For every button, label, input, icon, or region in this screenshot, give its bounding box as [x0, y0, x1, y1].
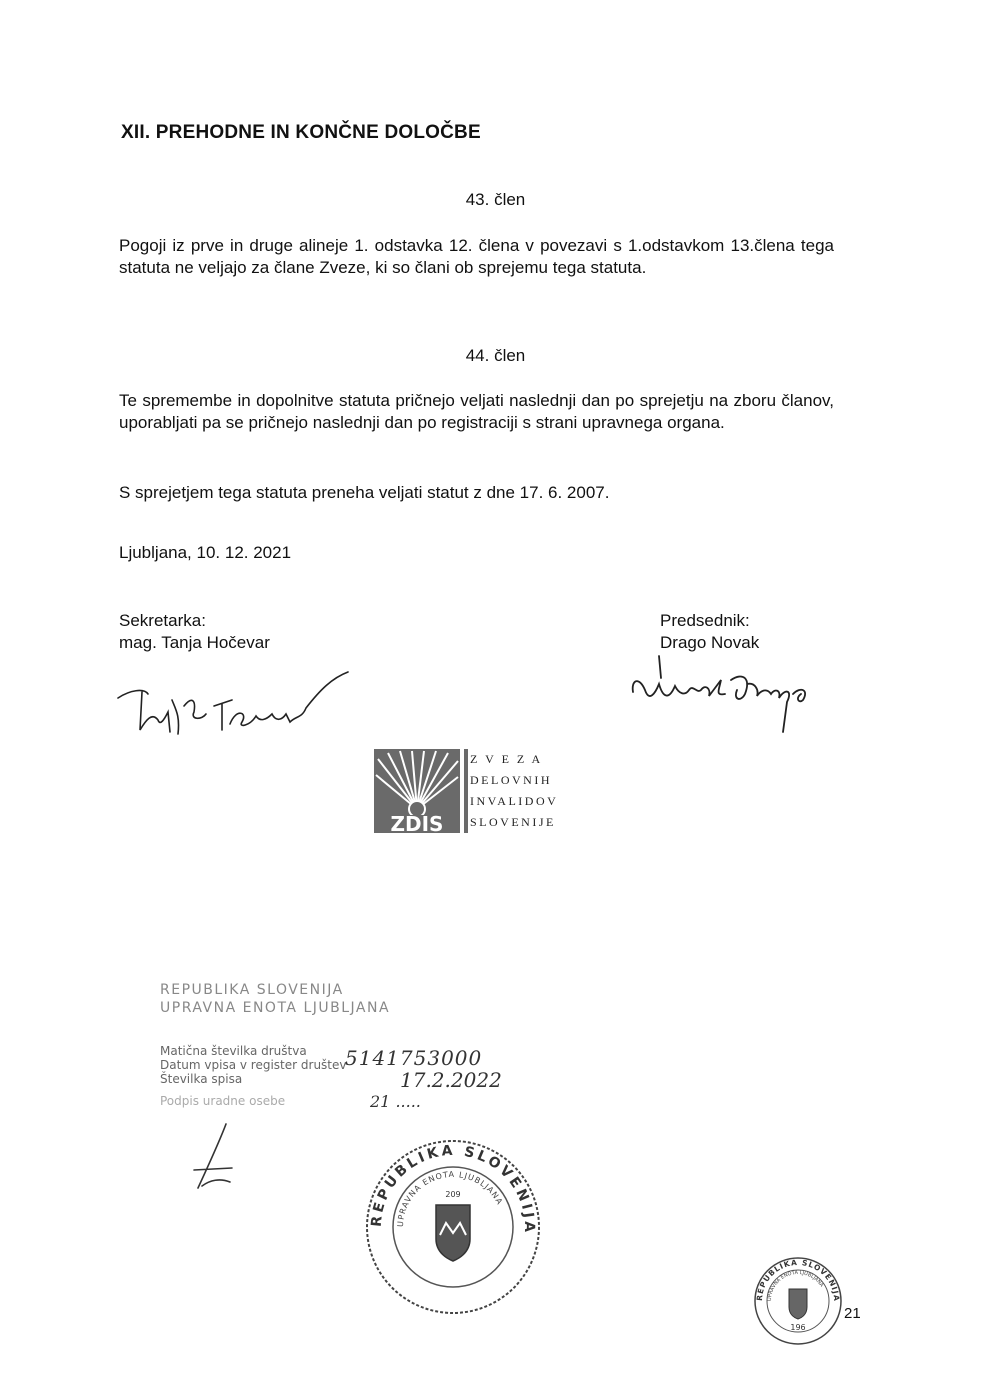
- place-date: Ljubljana, 10. 12. 2021: [119, 543, 292, 562]
- article-43-title: 43. člen: [465, 190, 526, 209]
- stamp-field-signature: Podpis uradne osebe: [160, 1094, 286, 1108]
- article-44-paragraph-2: S sprejetjem tega statuta preneha veljati statut z dne 17. 6. 2007.: [119, 483, 610, 502]
- seal-inner-text: UPRAVNA ENOTA LJUBLJANA: [395, 1169, 505, 1228]
- secretary-signature: [110, 660, 360, 745]
- stamp-republic: REPUBLIKA SLOVENIJA: [160, 982, 344, 998]
- secretary-name: mag. Tanja Hočevar: [119, 633, 270, 652]
- official-signature: [180, 1120, 250, 1195]
- secretary-block: [119, 610, 270, 654]
- small-seal-number: 196: [790, 1323, 806, 1332]
- small-seal-inner-text: UPRAVNA ENOTA LJUBLJANA: [766, 1269, 825, 1302]
- article-44-paragraph-1: Te spremembe in dopolnitve statuta pričnejo veljati naslednji dan po sprejetju na zboru članov, uporabljati pa se pričnejo naslednji dan po registraciji s strani upravnega organa.: [119, 391, 834, 432]
- president-role: Predsednik:: [660, 611, 750, 630]
- seal-outer-text: REPUBLIKA SLOVENIJA: [368, 1142, 538, 1236]
- article-43-paragraph: Pogoji iz prve in druge alineje 1. odstavka 12. člena v povezavi s 1.odstavkom 13.člena tega statuta ne veljajo za člane Zveze, ki so člani ob sprejemu tega statuta.: [119, 236, 834, 277]
- president-name: Drago Novak: [660, 633, 760, 652]
- stamp-field-file-number: Številka spisa: [160, 1072, 243, 1086]
- page-number: 21: [844, 1305, 861, 1322]
- logo-line-1: Z V E Z A: [470, 752, 543, 766]
- handwritten-file-number: 21 .....: [370, 1092, 421, 1111]
- handwritten-registration-date: 17.2.2022: [400, 1068, 502, 1092]
- stamp-field-registration-number: Matična številka društva: [160, 1044, 307, 1058]
- section-heading: XII. PREHODNE IN KONČNE DOLOČBE: [121, 122, 481, 143]
- article-44-title: 44. člen: [465, 346, 526, 365]
- logo-line-4: SLOVENIJE: [470, 815, 556, 829]
- logo-text: [470, 749, 558, 833]
- round-seal: [358, 1135, 548, 1320]
- stamp-field-registration-date: Datum vpisa v register društev: [160, 1058, 347, 1072]
- secretary-role: Sekretarka:: [119, 611, 206, 630]
- logo-line-2: DELOVNIH: [470, 773, 552, 787]
- seal-number: 209: [445, 1190, 461, 1199]
- small-seal: [752, 1255, 844, 1347]
- president-signature: [625, 650, 825, 745]
- president-block: [660, 610, 759, 654]
- handwritten-registration-number: 5141753000: [345, 1046, 483, 1070]
- small-seal-outer-text: REPUBLIKA SLOVENIJA: [754, 1257, 842, 1303]
- logo-line-3: INVALIDOV: [470, 794, 559, 808]
- logo-mark: ZDIS: [390, 812, 444, 836]
- stamp-office: UPRAVNA ENOTA LJUBLJANA: [160, 1000, 391, 1016]
